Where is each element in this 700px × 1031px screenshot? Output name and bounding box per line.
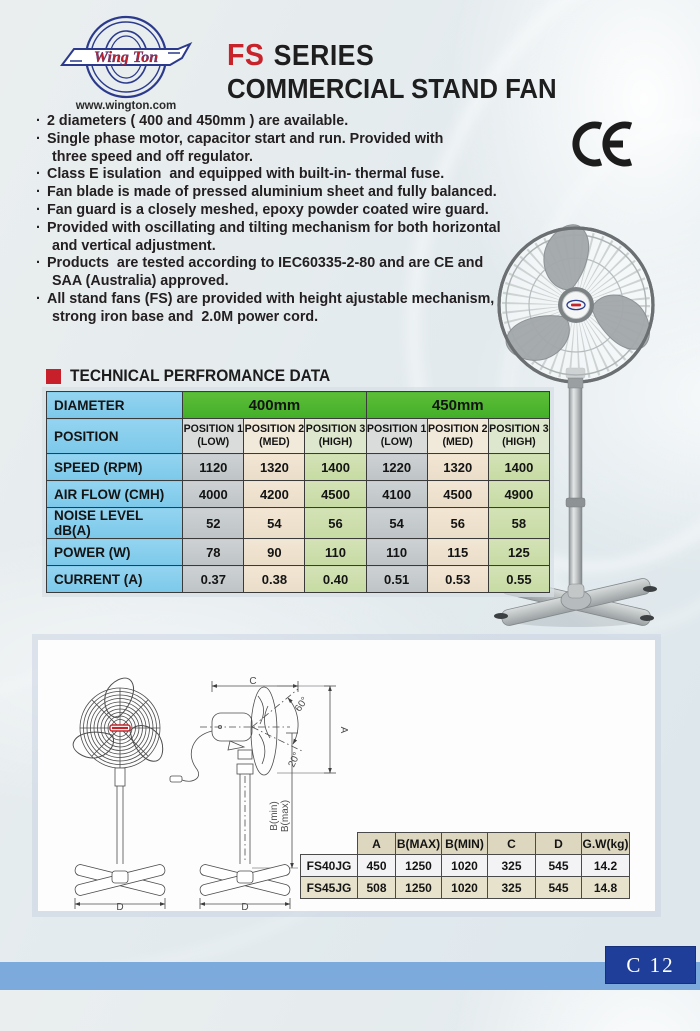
- tech-value-cell: 56: [305, 508, 366, 539]
- tech-corner-position: POSITION: [47, 419, 183, 454]
- dim-label-c: C: [249, 676, 257, 687]
- tech-value-cell: 90: [244, 539, 305, 566]
- tech-value-cell: 110: [305, 539, 366, 566]
- tech-table-container: [46, 391, 550, 593]
- tech-value-cell: 1320: [244, 454, 305, 481]
- feature-item: [36, 220, 522, 256]
- tech-value-cell: 52: [183, 508, 244, 539]
- tech-row-label: AIR FLOW (CMH): [47, 481, 183, 508]
- feature-item: [36, 113, 522, 131]
- feature-item: [36, 202, 522, 220]
- tech-value-cell: 1320: [427, 454, 488, 481]
- tech-section-heading: [46, 367, 347, 386]
- title-line2: COMMERCIAL STAND FAN: [227, 72, 557, 104]
- feature-text: Fan guard is a closely meshed, epoxy powder coated wire guard.: [47, 201, 489, 218]
- title-line1: [227, 38, 557, 73]
- dim-label-bmax: B(max): [280, 799, 291, 833]
- tech-value-cell: 4000: [183, 481, 244, 508]
- tech-heading-text: TECHNICAL PERFROMANCE DATA: [70, 367, 331, 385]
- dim-model-cell: FS40JG: [301, 855, 358, 877]
- tech-value-cell: 115: [427, 539, 488, 566]
- tech-position-header: POSITION 2 (MED): [427, 419, 488, 454]
- tech-value-cell: 110: [366, 539, 427, 566]
- feature-text: Provided with oscillating and tilting mechanism for both horizontal and vertical adjustment.: [47, 219, 501, 254]
- tech-value-cell: 0.53: [427, 566, 488, 593]
- tech-value-cell: 58: [488, 508, 549, 539]
- dim-col-header: B(MIN): [442, 833, 488, 855]
- series-word: SERIES: [273, 40, 375, 72]
- feature-item: [36, 255, 522, 291]
- tech-value-cell: 54: [244, 508, 305, 539]
- dim-col-header: C: [488, 833, 536, 855]
- tech-corner-diameter: DIAMETER: [47, 392, 183, 419]
- dim-label-20: 20°: [286, 750, 303, 770]
- feature-list: [36, 113, 522, 327]
- tech-value-cell: 4500: [427, 481, 488, 508]
- dim-value-cell: 1250: [396, 855, 442, 877]
- red-square-icon: [46, 369, 61, 384]
- dim-value-cell: 14.8: [582, 877, 630, 899]
- tech-value-cell: 125: [488, 539, 549, 566]
- feature-item: [36, 166, 522, 184]
- tech-group-header: 450mm: [366, 392, 549, 419]
- dimension-table-container: [300, 832, 630, 899]
- tech-value-cell: 0.51: [366, 566, 427, 593]
- dim-label-a: A: [338, 726, 349, 734]
- logo-url: www.wington.com: [75, 100, 177, 112]
- tech-value-cell: 1400: [305, 454, 366, 481]
- feature-text: All stand fans (FS) are provided with height ajustable mechanism, strong iron base and 2.0M power cord.: [47, 290, 495, 325]
- dim-label-bmin: B(min): [269, 801, 280, 831]
- bullet-icon: ·: [36, 290, 41, 307]
- tech-position-header: POSITION 3 (HIGH): [488, 419, 549, 454]
- dim-value-cell: 1020: [442, 855, 488, 877]
- feature-item: [36, 184, 522, 202]
- tech-value-cell: 56: [427, 508, 488, 539]
- tech-value-cell: 1120: [183, 454, 244, 481]
- feature-text: Class E isulation and equipped with built-in- thermal fuse.: [47, 166, 445, 183]
- bullet-icon: ·: [36, 113, 41, 129]
- tech-position-header: POSITION 1 (LOW): [183, 419, 244, 454]
- bullet-icon: ·: [36, 130, 41, 147]
- tech-value-cell: 78: [183, 539, 244, 566]
- tech-value-cell: 0.55: [488, 566, 549, 593]
- dim-value-cell: 325: [488, 855, 536, 877]
- dim-label-d-side: D: [241, 902, 249, 913]
- tech-value-cell: 0.38: [244, 566, 305, 593]
- bullet-icon: ·: [36, 219, 41, 236]
- dim-col-header: G.W(kg): [582, 833, 630, 855]
- tech-row-label: SPEED (RPM): [47, 454, 183, 481]
- tech-row-label: NOISE LEVEL dB(A): [47, 508, 183, 539]
- feature-text: 2 diameters ( 400 and 450mm ) are available.: [47, 113, 349, 129]
- series-code: FS: [227, 37, 265, 72]
- dim-label-60: 60°: [293, 695, 311, 714]
- tech-value-cell: 0.37: [183, 566, 244, 593]
- tech-value-cell: 0.40: [305, 566, 366, 593]
- bullet-icon: ·: [36, 184, 41, 201]
- feature-text: Products are tested according to IEC60335-2-80 and are CE and SAA (Australia) approved.: [47, 255, 484, 290]
- tech-position-header: POSITION 2 (MED): [244, 419, 305, 454]
- tech-value-cell: 1400: [488, 454, 549, 481]
- footer-bar: [0, 962, 700, 990]
- feature-text: Fan blade is made of pressed aluminium sheet and fully balanced.: [47, 184, 497, 201]
- dim-value-cell: 1250: [396, 877, 442, 899]
- dim-value-cell: 450: [358, 855, 396, 877]
- dim-col-header: B(MAX): [396, 833, 442, 855]
- dimension-table: [300, 832, 630, 899]
- bullet-icon: ·: [36, 166, 41, 183]
- bullet-icon: ·: [36, 201, 41, 218]
- tech-value-cell: 4500: [305, 481, 366, 508]
- tech-position-header: POSITION 3 (HIGH): [305, 419, 366, 454]
- dim-value-cell: 1020: [442, 877, 488, 899]
- wington-logo: [56, 14, 196, 100]
- tech-value-cell: 4900: [488, 481, 549, 508]
- dim-value-cell: 14.2: [582, 855, 630, 877]
- dim-label-d-front: D: [116, 902, 124, 913]
- feature-item: [36, 291, 522, 327]
- logo-text: Wing Ton: [93, 49, 159, 66]
- dim-col-header: D: [536, 833, 582, 855]
- dim-col-header: A: [358, 833, 396, 855]
- tech-row-label: POWER (W): [47, 539, 183, 566]
- dim-value-cell: 545: [536, 877, 582, 899]
- feature-item: [36, 131, 522, 167]
- bullet-icon: ·: [36, 255, 41, 272]
- dim-value-cell: 545: [536, 855, 582, 877]
- tech-value-cell: 54: [366, 508, 427, 539]
- feature-text: Single phase motor, capacitor start and run. Provided with three speed and off regulator.: [47, 130, 444, 165]
- tech-position-header: POSITION 1 (LOW): [366, 419, 427, 454]
- dim-value-cell: 508: [358, 877, 396, 899]
- tech-value-cell: 4200: [244, 481, 305, 508]
- dim-value-cell: 325: [488, 877, 536, 899]
- page-number: C 12: [626, 952, 675, 977]
- tech-table: [46, 391, 550, 593]
- page-number-box: [605, 946, 696, 984]
- tech-value-cell: 1220: [366, 454, 427, 481]
- page-title: [227, 38, 557, 104]
- tech-value-cell: 4100: [366, 481, 427, 508]
- tech-row-label: CURRENT (A): [47, 566, 183, 593]
- dim-corner-blank: [301, 833, 358, 855]
- ce-mark-icon: [567, 120, 633, 168]
- dim-model-cell: FS45JG: [301, 877, 358, 899]
- tech-group-header: 400mm: [183, 392, 366, 419]
